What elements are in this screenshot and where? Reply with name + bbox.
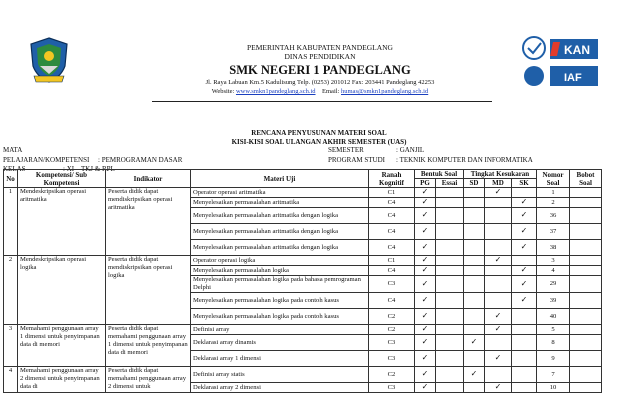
ranah-cell: C2 xyxy=(369,325,415,335)
check-mark-icon: ✓ xyxy=(494,187,502,196)
col-indikator: Indikator xyxy=(106,170,191,188)
school-address: Jl. Raya Labuan Km.5 Kadulisung Telp. (0253) 201012 Fax: 203441 Pandeglang 42253 xyxy=(205,79,435,86)
accreditation-logos-icon xyxy=(520,34,602,92)
meta-right xyxy=(328,146,533,165)
essai-cell xyxy=(436,240,464,256)
check-mark-icon: ✓ xyxy=(421,255,429,264)
nomor-cell: 8 xyxy=(537,335,570,351)
sk-cell xyxy=(512,240,537,256)
essai-cell xyxy=(436,335,464,351)
nomor-cell: 9 xyxy=(537,351,570,367)
check-mark-icon: ✓ xyxy=(421,210,429,219)
group-kompetensi: Memahami penggunaan array 1 dimensi untuk penyimpanan data di memori xyxy=(18,325,106,367)
title-line-1: RENCANA PENYUSUNAN MATERI SOAL xyxy=(251,129,387,137)
md-cell xyxy=(485,208,512,224)
bobot-cell xyxy=(570,224,602,240)
col-tingkat: Tingkat Kesukaran xyxy=(464,170,537,179)
materi-cell: Menyelesaikan permasalahan logika pada contoh kasus xyxy=(191,293,369,309)
pg-cell xyxy=(415,266,436,276)
group-no: 2 xyxy=(4,256,18,325)
check-mark-icon: ✓ xyxy=(421,295,429,304)
semester-value: : GANJIL xyxy=(396,146,425,154)
essai-cell xyxy=(436,309,464,325)
semester-label: SEMESTER xyxy=(328,146,364,154)
bobot-cell xyxy=(570,240,602,256)
nomor-cell: 38 xyxy=(537,240,570,256)
col-md: MD xyxy=(485,179,512,188)
col-ranah: Ranah Kognitif xyxy=(369,170,415,188)
check-mark-icon: ✓ xyxy=(421,197,429,206)
col-bobot: Bobot Soal xyxy=(570,170,602,188)
table-row xyxy=(4,367,602,383)
bobot-cell xyxy=(570,325,602,335)
pg-cell xyxy=(415,198,436,208)
check-mark-icon: ✓ xyxy=(520,210,528,219)
sd-cell xyxy=(464,224,485,240)
group-kompetensi: Memahami penggunaan array 2 dimensi untuk penyimpanan data di xyxy=(18,367,106,393)
materi-cell: Menyelesaikan permasalahan aritmatika dengan logika xyxy=(191,208,369,224)
sd-cell xyxy=(464,335,485,351)
md-cell xyxy=(485,240,512,256)
col-materi: Materi Uji xyxy=(191,170,369,188)
md-cell xyxy=(485,266,512,276)
check-mark-icon: ✓ xyxy=(421,382,429,391)
check-mark-icon: ✓ xyxy=(520,295,528,304)
sk-cell xyxy=(512,293,537,309)
essai-cell xyxy=(436,351,464,367)
check-mark-icon: ✓ xyxy=(421,265,429,274)
md-cell xyxy=(485,188,512,198)
md-cell xyxy=(485,256,512,266)
check-mark-icon: ✓ xyxy=(494,382,502,391)
col-essai: Essai xyxy=(436,179,464,188)
md-cell xyxy=(485,383,512,393)
check-mark-icon: ✓ xyxy=(421,337,429,346)
bobot-cell xyxy=(570,208,602,224)
mapel-value: : PEMROGRAMAN DASAR xyxy=(98,155,183,164)
col-sd: SD xyxy=(464,179,485,188)
ranah-cell: C4 xyxy=(369,293,415,309)
group-no: 1 xyxy=(4,188,18,256)
document-title xyxy=(0,129,638,147)
md-cell xyxy=(485,367,512,383)
sd-cell xyxy=(464,208,485,224)
nomor-cell: 36 xyxy=(537,208,570,224)
regency-emblem-icon xyxy=(28,36,70,84)
bobot-cell xyxy=(570,293,602,309)
kelas-value: : XI – TKJ & RPL xyxy=(63,165,115,173)
bobot-cell xyxy=(570,188,602,198)
sd-cell xyxy=(464,240,485,256)
essai-cell xyxy=(436,266,464,276)
col-sk: SK xyxy=(512,179,537,188)
ranah-cell: C1 xyxy=(369,256,415,266)
sd-cell xyxy=(464,325,485,335)
col-nomor: Nomor Soal xyxy=(537,170,570,188)
email-link[interactable]: humas@smkn1pandeglang.sch.id xyxy=(341,88,429,95)
essai-cell xyxy=(436,367,464,383)
nomor-cell: 5 xyxy=(537,325,570,335)
bobot-cell xyxy=(570,335,602,351)
pg-cell xyxy=(415,188,436,198)
check-mark-icon: ✓ xyxy=(494,311,502,320)
ranah-cell: C3 xyxy=(369,383,415,393)
materi-cell: Deklarasi array 2 dimensi xyxy=(191,383,369,393)
materi-cell: Menyelesaikan permasalahan aritmatika dengan logika xyxy=(191,240,369,256)
pg-cell xyxy=(415,276,436,293)
email-label: Email: xyxy=(322,88,340,95)
kelas-label: KELAS xyxy=(3,165,26,173)
essai-cell xyxy=(436,276,464,293)
ranah-cell: C4 xyxy=(369,198,415,208)
group-indikator: Peserta didik dapat mendiskripsikan operasi aritmatika xyxy=(106,188,191,256)
nomor-cell: 39 xyxy=(537,293,570,309)
bobot-cell xyxy=(570,256,602,266)
table-row xyxy=(4,325,602,335)
group-indikator: Peserta didik dapat mendiskripsikan operasi logika xyxy=(106,256,191,325)
check-mark-icon: ✓ xyxy=(421,311,429,320)
group-indikator: Peserta didik dapat memahami penggunaan array 2 dimensi untuk xyxy=(106,367,191,393)
table-row xyxy=(4,188,602,198)
government-line: PEMERINTAH KABUPATEN PANDEGLANG xyxy=(247,43,393,52)
materi-cell: Deklarasi array dinamis xyxy=(191,335,369,351)
nomor-cell: 40 xyxy=(537,309,570,325)
bobot-cell xyxy=(570,198,602,208)
sd-cell xyxy=(464,383,485,393)
pg-cell xyxy=(415,293,436,309)
sd-cell xyxy=(464,188,485,198)
ranah-cell: C4 xyxy=(369,208,415,224)
school-name: SMK NEGERI 1 PANDEGLANG xyxy=(229,63,411,77)
nomor-cell: 1 xyxy=(537,188,570,198)
sd-cell xyxy=(464,309,485,325)
essai-cell xyxy=(436,325,464,335)
grid-table xyxy=(3,169,602,393)
letterhead xyxy=(0,14,638,100)
md-cell xyxy=(485,309,512,325)
sk-cell xyxy=(512,351,537,367)
essai-cell xyxy=(436,256,464,266)
materi-cell: Menyelesaikan permasalahan logika xyxy=(191,266,369,276)
nomor-cell: 3 xyxy=(537,256,570,266)
group-indikator: Peserta didik dapat memahami penggunaan array 1 dimensi untuk penyimpanan data di memori xyxy=(106,325,191,367)
sd-cell xyxy=(464,256,485,266)
md-cell xyxy=(485,224,512,240)
materi-cell: Operator operasi aritmatika xyxy=(191,188,369,198)
sd-cell xyxy=(464,276,485,293)
pg-cell xyxy=(415,256,436,266)
check-mark-icon: ✓ xyxy=(520,226,528,235)
ranah-cell: C4 xyxy=(369,266,415,276)
ranah-cell: C2 xyxy=(369,367,415,383)
sd-cell xyxy=(464,351,485,367)
pg-cell xyxy=(415,367,436,383)
ranah-cell: C3 xyxy=(369,335,415,351)
group-no: 3 xyxy=(4,325,18,367)
pg-cell xyxy=(415,335,436,351)
group-kompetensi: Mendeskripsikan operasi logika xyxy=(18,256,106,325)
essai-cell xyxy=(436,293,464,309)
check-mark-icon: ✓ xyxy=(421,369,429,378)
ranah-cell: C1 xyxy=(369,188,415,198)
check-mark-icon: ✓ xyxy=(494,255,502,264)
sd-cell xyxy=(464,367,485,383)
bobot-cell xyxy=(570,367,602,383)
check-mark-icon: ✓ xyxy=(421,353,429,362)
sd-cell xyxy=(464,198,485,208)
md-cell xyxy=(485,335,512,351)
check-mark-icon: ✓ xyxy=(421,278,429,288)
check-mark-icon: ✓ xyxy=(421,226,429,235)
sd-cell xyxy=(464,293,485,309)
sk-cell xyxy=(512,335,537,351)
check-mark-icon: ✓ xyxy=(470,369,478,378)
bobot-cell xyxy=(570,276,602,293)
ranah-cell: C3 xyxy=(369,351,415,367)
pg-cell xyxy=(415,240,436,256)
materi-cell: Definisi array statis xyxy=(191,367,369,383)
bobot-cell xyxy=(570,351,602,367)
pg-cell xyxy=(415,383,436,393)
ranah-cell: C4 xyxy=(369,240,415,256)
nomor-cell: 37 xyxy=(537,224,570,240)
materi-cell: Definisi array xyxy=(191,325,369,335)
sk-cell xyxy=(512,198,537,208)
meta-left: MATA PELAJARAN/KOMPETENSI : PEMROGRAMAN DASAR KELAS : XI – TKJ & RPL xyxy=(3,146,183,173)
ranah-cell: C4 xyxy=(369,224,415,240)
check-mark-icon: ✓ xyxy=(421,242,429,251)
table-row xyxy=(4,256,602,266)
bobot-cell xyxy=(570,383,602,393)
sk-cell xyxy=(512,383,537,393)
ranah-cell: C3 xyxy=(369,276,415,293)
check-mark-icon: ✓ xyxy=(421,324,429,333)
check-mark-icon: ✓ xyxy=(520,197,528,206)
materi-cell: Menyelesaikan permasalahan logika pada contoh kasus xyxy=(191,309,369,325)
pg-cell xyxy=(415,224,436,240)
sk-cell xyxy=(512,256,537,266)
md-cell xyxy=(485,276,512,293)
nomor-cell: 29 xyxy=(537,276,570,293)
ranah-cell: C2 xyxy=(369,309,415,325)
check-mark-icon: ✓ xyxy=(494,353,502,362)
col-pg: PG xyxy=(415,179,436,188)
essai-cell xyxy=(436,208,464,224)
essai-cell xyxy=(436,188,464,198)
materi-cell: Deklarasi array 1 dimensi xyxy=(191,351,369,367)
sk-cell xyxy=(512,309,537,325)
essai-cell xyxy=(436,383,464,393)
program-value: : TEKNIK KOMPUTER DAN INFORMATIKA xyxy=(396,155,533,164)
check-mark-icon: ✓ xyxy=(494,324,502,333)
check-mark-icon: ✓ xyxy=(421,187,429,196)
nomor-cell: 4 xyxy=(537,266,570,276)
pg-cell xyxy=(415,325,436,335)
sk-cell xyxy=(512,224,537,240)
md-cell xyxy=(485,325,512,335)
col-kompetensi: Kompetensi/ Sub Kompetensi xyxy=(18,170,106,188)
materi-cell: Menyelesaikan permasalahan aritmatika xyxy=(191,198,369,208)
group-kompetensi: Mendeskripsikan operasi aritmatika xyxy=(18,188,106,256)
sd-cell xyxy=(464,266,485,276)
check-mark-icon: ✓ xyxy=(470,337,478,346)
accreditation-text: KAN xyxy=(564,43,590,57)
nomor-cell: 10 xyxy=(537,383,570,393)
pg-cell xyxy=(415,351,436,367)
materi-cell: Operator operasi logika xyxy=(191,256,369,266)
program-label: PROGRAM STUDI xyxy=(328,155,385,164)
sk-cell xyxy=(512,266,537,276)
website-label: Website: xyxy=(211,88,235,95)
sk-cell xyxy=(512,325,537,335)
md-cell xyxy=(485,198,512,208)
col-no: No xyxy=(4,170,18,188)
group-no: 4 xyxy=(4,367,18,393)
contact-line xyxy=(150,87,490,96)
pg-cell xyxy=(415,208,436,224)
sk-cell xyxy=(512,367,537,383)
department-line: DINAS PENDIDIKAN xyxy=(284,52,356,61)
essai-cell xyxy=(436,198,464,208)
sk-cell xyxy=(512,276,537,293)
col-bentuk: Bentuk Soal xyxy=(415,170,464,179)
header-divider xyxy=(152,101,492,102)
md-cell xyxy=(485,293,512,309)
essai-cell xyxy=(436,224,464,240)
iaf-text: IAF xyxy=(564,72,582,84)
sk-cell xyxy=(512,188,537,198)
nomor-cell: 2 xyxy=(537,198,570,208)
bobot-cell xyxy=(570,309,602,325)
check-mark-icon: ✓ xyxy=(520,278,528,288)
nomor-cell: 7 xyxy=(537,367,570,383)
md-cell xyxy=(485,351,512,367)
pg-cell xyxy=(415,309,436,325)
sk-cell xyxy=(512,208,537,224)
website-link[interactable]: www.smkn1pandeglang.sch.id xyxy=(235,88,316,95)
bobot-cell xyxy=(570,266,602,276)
materi-cell: Menyelesaikan permasalahan logika pada bahasa pemrograman Delphi xyxy=(191,276,369,293)
title-line-2: KISI-KISI SOAL ULANGAN AKHIR SEMESTER (UAS) xyxy=(231,138,407,146)
check-mark-icon: ✓ xyxy=(520,242,528,251)
materi-cell: Menyelesaikan permasalahan aritmatika dengan logika xyxy=(191,224,369,240)
check-mark-icon: ✓ xyxy=(520,265,528,274)
